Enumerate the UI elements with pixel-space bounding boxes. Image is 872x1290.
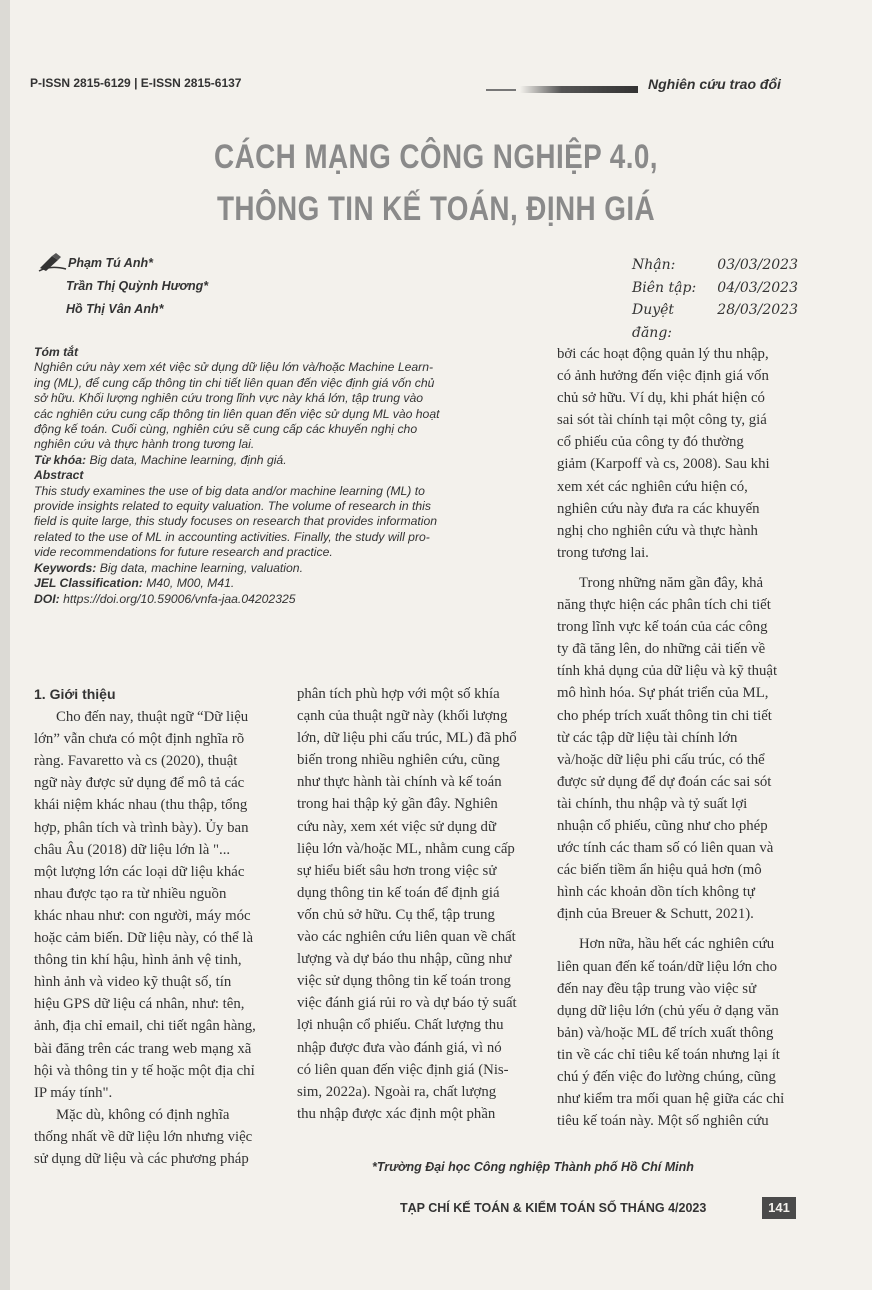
text-line: việc đánh giá rủi ro và dự báo tỷ suất — [297, 995, 517, 1012]
text-line: ảnh, địa chỉ email, chi tiết ngân hàng, — [34, 1018, 256, 1035]
text-line: được sử dụng để dự đoán các sai sót — [557, 773, 772, 790]
text-line: sai sót tài chính tại một công ty, giá — [557, 412, 767, 429]
text-line: mô hình hóa. Sự phát triển của ML, — [557, 685, 769, 702]
text-line: giảm (Karpoff và cs, 2008). Sau khi — [557, 456, 770, 473]
section-name: Nghiên cứu trao đổi — [648, 76, 781, 92]
date-accepted — [632, 299, 798, 344]
tukhoa-value: Big data, Machine learning, định giá. — [89, 452, 287, 467]
text-line: hoặc cảm biến. Dữ liệu này, có thể là — [34, 930, 254, 947]
text-line: ràng. Favaretto và cs (2020), thuật — [34, 753, 238, 770]
text-line: như kiểm tra mối quan hệ giữa các chỉ — [557, 1091, 785, 1108]
text-line: sử dụng dữ liệu và các phương pháp — [34, 1150, 249, 1167]
date-edited-label: Biên tập: — [632, 279, 697, 296]
journal-name: TẠP CHÍ KẾ TOÁN & KIỂM TOÁN SỐ THÁNG 4/2023 — [400, 1201, 707, 1215]
text-line: nghiên cứu này đưa ra các khuyến — [557, 500, 760, 517]
text-line: một lượng lớn các loại dữ liệu khác — [34, 863, 245, 880]
doi-link[interactable]: https://doi.org/10.59006/vnfa-jaa.04202325 — [63, 591, 296, 606]
date-received-value: 03/03/2023 — [717, 257, 798, 273]
text-line: động kế toán. Cuối cùng, nghiên cứu sẽ cung cấp các khuyến nghị cho — [34, 422, 418, 437]
text-line: lợi nhuận cổ phiếu. Chất lượng thu — [297, 1017, 504, 1034]
col3-text — [557, 343, 800, 1132]
text-line: dụng thông tin kế toán để định giá — [297, 884, 500, 901]
text-line: vide recommendations for future research and practice. — [34, 545, 333, 560]
text-line: related to the use of ML in accounting activities. Finally, the study will pro- — [34, 529, 430, 544]
text-line: việc sử dụng thông tin kế toán trong — [297, 973, 511, 990]
doi-line — [34, 592, 534, 607]
text-line: trong hai thập kỷ gần đây. Nghiên — [297, 796, 498, 813]
text-line: từ các tập dữ liệu tài chính lớn — [557, 729, 738, 746]
section-heading-intro: 1. Giới thiệu — [34, 686, 116, 702]
header-bar — [520, 86, 638, 93]
text-line: liệu lớn và/hoặc ML, nhằm cung cấp — [297, 840, 515, 857]
text-line: Hơn nữa, hầu hết các nghiên cứu — [579, 936, 775, 953]
col2-text — [297, 683, 541, 1125]
text-line: xem xét các nghiên cứu hiện có, — [557, 478, 748, 495]
text-line: biến trong nhiều nghiên cứu, cũng — [297, 752, 500, 769]
author-1: Phạm Tú Anh* — [68, 256, 153, 270]
text-line: và/hoặc dữ liệu phi cấu trúc, có thể — [557, 751, 765, 768]
pen-writing-icon — [38, 252, 68, 272]
body-column-1 — [34, 683, 284, 1170]
text-line: nghị cho nghiên cứu và thực hành — [557, 522, 758, 539]
text-line: cho phép trích xuất thông tin chi tiết — [557, 707, 772, 724]
text-line: trong tương lai. — [557, 544, 649, 561]
tomtat-heading: Tóm tắt — [34, 345, 79, 359]
abstract-text — [34, 484, 534, 561]
text-line: khái niệm khác nhau (thu thập, tổng — [34, 797, 248, 814]
date-accepted-label: Duyệt đăng: — [632, 302, 675, 341]
text-line: provide insights related to equity valuation. The volume of research in this — [34, 499, 431, 514]
body-column-3 — [557, 343, 800, 1132]
text-line: lớn” vẫn chưa có một định nghĩa rõ — [34, 731, 245, 748]
article-dates — [632, 254, 798, 344]
text-line: thống nhất về dữ liệu lớn nhưng việc — [34, 1128, 253, 1145]
text-line: dụng dữ liệu lớn (chủ yếu ở dạng văn — [557, 1002, 779, 1019]
date-edited-value: 04/03/2023 — [717, 279, 798, 296]
text-line: hiệu GPS dữ liệu cá nhân, như: tên, — [34, 996, 245, 1013]
text-line: hội và thông tin y tế hoặc một địa chỉ — [34, 1062, 255, 1079]
text-line: nhau được tạo ra từ nhiều nguồn — [34, 885, 227, 902]
text-line: hình ảnh và video kỹ thuật số, tín — [34, 974, 232, 991]
text-line: ty đã tăng lên, do những cải tiến về — [557, 641, 766, 658]
date-received — [632, 254, 798, 277]
page-number: 141 — [762, 1197, 796, 1219]
text-line: các biến tiềm ẩn hiệu quả hơn (mô — [557, 862, 762, 879]
jel-label: JEL Classification: — [34, 576, 143, 591]
doi-label: DOI: — [34, 591, 60, 606]
text-line: vốn chủ sở hữu. Cụ thể, tập trung — [297, 906, 495, 923]
text-line: sim, 2022a). Ngoài ra, chất lượng — [297, 1083, 497, 1100]
text-line: Mặc dù, không có định nghĩa — [56, 1106, 230, 1123]
col1-text — [34, 706, 284, 1170]
jel-line — [34, 576, 534, 591]
text-line: bài đăng trên các trang web mạng xã — [34, 1040, 252, 1057]
text-line: ước tính các tham số có liên quan và — [557, 840, 774, 857]
date-edited — [632, 277, 798, 300]
text-line: năng thực hiện các phân tích chi tiết — [557, 597, 771, 614]
text-line: Nghiên cứu này xem xét việc sử dụng dữ liệu lớn và/hoặc Machine Learn- — [34, 360, 434, 375]
author-2: Trần Thị Quỳnh Hương* — [66, 279, 209, 293]
keywords-line — [34, 561, 534, 576]
text-line: tin về các chỉ tiêu kế toán nhưng lại ít — [557, 1046, 780, 1063]
text-line: tiêu kế toán này. Một số nghiên cứu — [557, 1113, 769, 1130]
date-accepted-value: 28/03/2023 — [717, 302, 798, 318]
text-line: bởi các hoạt động quản lý thu nhập, — [557, 346, 769, 362]
text-line: châu Âu (2018) dữ liệu lớn là "... — [34, 841, 231, 858]
abstract-heading: Abstract — [34, 468, 84, 483]
text-line: nhập được đưa vào đánh giá, vì nó — [297, 1039, 502, 1056]
text-line: liên quan đến kế toán/dữ liệu lớn cho — [557, 958, 778, 975]
text-line: IP máy tính". — [34, 1084, 113, 1101]
text-line: cứu này, xem xét việc sử dụng dữ — [297, 818, 496, 835]
article-title-line2: THÔNG TIN KẾ TOÁN, ĐỊNH GIÁ — [216, 190, 656, 228]
text-line: chủ sở hữu. Ví dụ, khi phát hiện có — [557, 390, 765, 407]
text-line: có liên quan đến việc định giá (Nis- — [297, 1061, 509, 1078]
text-line: Cho đến nay, thuật ngữ “Dữ liệu — [56, 709, 249, 726]
text-line: thông tin khí hậu, hình ảnh vệ tinh, — [34, 952, 242, 969]
text-line: hợp, phân tích và trình bày). Ủy ban — [34, 819, 249, 836]
tukhoa-label: Từ khóa: — [34, 452, 87, 467]
text-line: phân tích phù hợp với một số khía — [297, 686, 500, 702]
text-line: field is quite large, this study focuses on research that provides information — [34, 514, 438, 529]
text-line: sở hữu. Khối lượng nghiên cứu trong lĩnh vực này khá lớn, tập trung vào — [34, 391, 424, 406]
body-column-2 — [297, 683, 541, 1125]
text-line: lượng và dự báo thu nhập, cũng như — [297, 951, 512, 968]
article-title-line1: CÁCH MẠNG CÔNG NGHIỆP 4.0, — [214, 138, 658, 176]
text-line: tài chính, thu nhập và tỷ suất lợi — [557, 795, 748, 812]
text-line: có ảnh hưởng đến việc định giá vốn — [557, 368, 769, 385]
text-line: cạnh của thuật ngữ này (khối lượng — [297, 708, 508, 725]
text-line: This study examines the use of big data and/or machine learning (ML) to — [34, 483, 425, 498]
text-line: chú ý đến việc đo lường chúng, cũng — [557, 1069, 776, 1085]
tomtat-text — [34, 360, 534, 452]
text-line: định của Breuer & Schutt, 2021). — [557, 906, 754, 923]
text-line: nhuận cổ phiếu, cũng như cho phép — [557, 817, 768, 834]
affiliation-footnote: *Trường Đại học Công nghiệp Thành phố Hồ Chí Minh — [372, 1160, 694, 1174]
jel-value: M40, M00, M41. — [146, 576, 235, 591]
text-line: khác nhau như: con người, máy móc — [34, 907, 251, 924]
issn-header: P-ISSN 2815-6129 | E-ISSN 2815-6137 — [30, 76, 242, 90]
text-line: trong lĩnh vực kế toán của các công — [557, 619, 768, 636]
text-line: Trong những năm gần đây, khả — [579, 574, 764, 591]
tukhoa-line — [34, 453, 534, 468]
header-dash — [486, 89, 516, 91]
text-line: như thực hành tài chính và kế toán — [297, 774, 502, 791]
page-edge — [0, 0, 10, 1290]
text-line: vào các nghiên cứu liên quan về chất — [297, 929, 516, 946]
text-line: hình các khoản dồn tích không tự — [557, 884, 755, 901]
text-line: cổ phiếu của công ty đó thường — [557, 434, 744, 451]
text-line: bản) và/hoặc ML để trích xuất thông — [557, 1024, 774, 1041]
text-line: tính khả dụng của dữ liệu và kỹ thuật — [557, 663, 778, 680]
text-line: nghiên cứu và thực hành trong tương lai. — [34, 437, 255, 452]
text-line: lớn, dữ liệu phi cấu trúc, ML) đã phổ — [297, 730, 517, 747]
text-line: thu nhập được xác định một phần — [297, 1105, 496, 1122]
author-3: Hồ Thị Vân Anh* — [66, 302, 164, 316]
text-line: sự hiểu biết sâu hơn trong việc sử — [297, 862, 497, 879]
text-line: ngữ này được sử dụng để mô tả các — [34, 775, 245, 792]
date-received-label: Nhận: — [632, 257, 676, 273]
abstract-block — [34, 345, 534, 607]
text-line: ing (ML), để cung cấp thông tin chi tiết liên quan đến việc định giá vốn chủ — [34, 375, 435, 390]
text-line: các nghiên cứu cung cấp thông tin liên quan đến việc sử dụng ML vào hoạt — [34, 406, 440, 421]
keywords-label: Keywords: — [34, 560, 97, 575]
keywords-value: Big data, machine learning, valuation. — [99, 560, 303, 575]
text-line: đến nay đều tập trung vào việc sử — [557, 980, 757, 997]
